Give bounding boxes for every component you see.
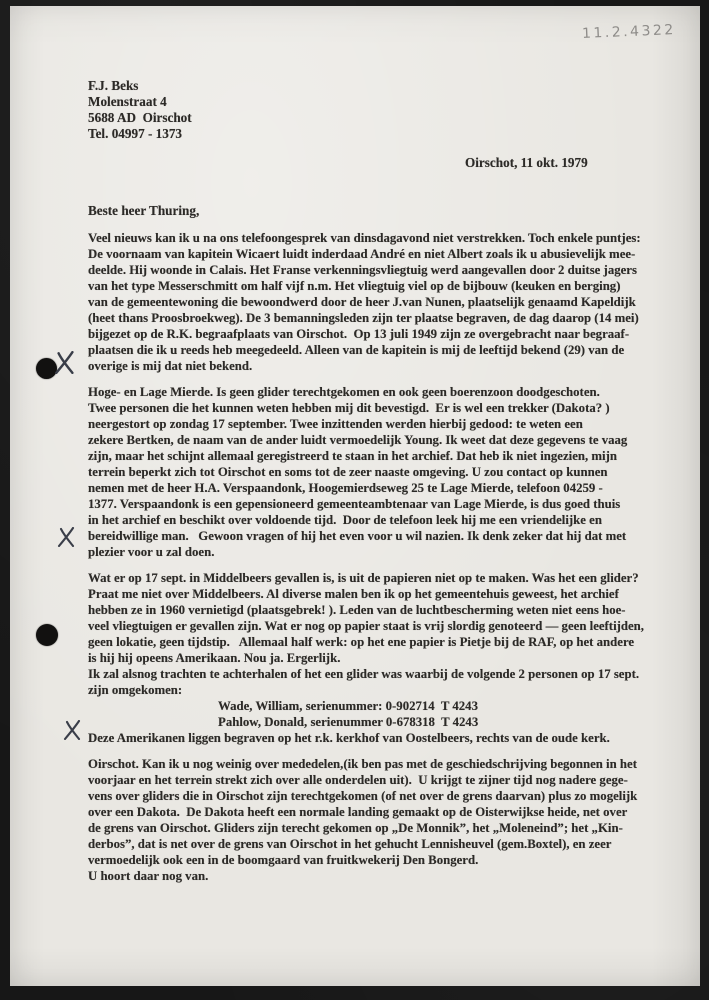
letter-line: nemen met de heer H.A. Verspaandonk, Hoogemierdseweg 25 te Lage Mierde, telefoon 04259 - [88, 481, 603, 495]
letter-body [88, 230, 654, 894]
sender-line: F.J. Beks [88, 78, 139, 93]
letter-line: veel vliegtuigen er gevallen zijn. Wat er nog op papier staat is vrij slordig genoteerd — geen leeftijden, [88, 619, 645, 633]
sender-line: 5688 AD Oirschot [88, 110, 192, 125]
letter-line: neergestort op zondag 17 september. Twee inzittenden werden hierbij gedood: te weten een [88, 417, 583, 431]
sender-line: Tel. 04997 - 1373 [88, 126, 183, 141]
letter-line: is hij hij opeens Amerikaan. Nou ja. Ergerlijk. [88, 651, 341, 665]
x-mark-icon [57, 527, 77, 547]
letter-line: Ik zal alsnog trachten te achterhalen of het een glider was waarbij de volgende 2 personen op 17 sept. [88, 667, 640, 681]
paragraph [88, 570, 654, 746]
letter-line: zijn, maar het schijnt allemaal geregistreerd te staan in het archief. Dat heb ik niet ingezien, mijn [88, 449, 617, 463]
x-mark-icon [54, 351, 77, 374]
x-mark-icon [63, 720, 83, 740]
letter-line: geen lokatie, geen tijdstip. Allemaal half werk: op het ene papier is Pietje bij de RAF, op het andere [88, 635, 635, 649]
paragraph [88, 756, 654, 884]
letter-line: over een Dakota. De Dakota heeft een normale landing gemaakt op de Oisterwijkse heide, net over [88, 805, 628, 819]
letter-line: Pahlow, Donald, serienummer 0-678318 T 4243 [218, 715, 479, 729]
letter-line: de grens van Oirschot. Gliders zijn terecht gekomen op „De Monnik”, het „Moleneind”; het „Kin- [88, 821, 623, 835]
letter-line: deelde. Hij woonde in Calais. Het Franse verkenningsvliegtuig werd aangevallen door 2 duitse jagers [88, 263, 637, 277]
punch-hole [36, 624, 58, 646]
letter-line: Hoge- en Lage Mierde. Is geen glider terechtgekomen en ook geen boerenzoon doodgeschoten. [88, 385, 600, 399]
letter-line: vens over gliders die in Oirschot zijn terechtgekomen (of net over de grens daarvan) plus zo mogelijk [88, 789, 638, 803]
letter-line: bijgezet op de R.K. begraafplaats van Oirschot. Op 13 juli 1949 zijn ze overgebracht naar begraaf- [88, 327, 630, 341]
salutation: Beste heer Thuring, [88, 203, 200, 218]
letter-line: terrein beperkt zich tot Oirschot en soms tot de zeer naaste omgeving. U zou contact op kunnen [88, 465, 608, 479]
letter-line: plezier voor u zal doen. [88, 545, 215, 559]
paragraph [88, 230, 654, 374]
letter-line: Twee personen die het kunnen weten hebben mij dit bevestigd. Er is wel een trekker (Dakota? ) [88, 401, 610, 415]
letter-line: Deze Amerikanen liggen begraven op het r.k. kerkhof van Oostelbeers, rechts van de oude kerk. [88, 731, 610, 745]
letter-page [10, 6, 700, 986]
letter-line: vermoedelijk ook een in de boomgaard van fruitkwekerij Den Bongerd. [88, 853, 479, 867]
dateline: Oirschot, 11 okt. 1979 [465, 155, 588, 170]
sender-address-block [88, 78, 192, 142]
letter-line: Wade, William, serienummer: 0-902714 T 4243 [218, 699, 478, 713]
letter-line: 1377. Verspaandonk is een gepensioneerd gemeenteambtenaar van Lage Mierde, is dus goed thuis [88, 497, 621, 511]
letter-line: zekere Bertken, de naam van de ander luidt vermoedelijk Young. Ik weet dat deze gegevens te vaag [88, 433, 628, 447]
paragraph [88, 384, 654, 560]
letter-line: in het archief en beschikt over voldoende tijd. Door de telefoon leek hij me een vriendelijke en [88, 513, 602, 527]
sender-line: Molenstraat 4 [88, 94, 167, 109]
letter-line: bereidwillige man. Gewoon vragen of hij het even voor u wil nazien. Ik denk zeker dat hij dat met [88, 529, 627, 543]
letter-line: voorjaar en het terrein strekt zich over alle onderdelen uit). U krijgt te zijner tijd nog nadere gege- [88, 773, 628, 787]
letter-line: Praat me niet over Middelbeers. Al diverse malen ben ik op het gemeentehuis geweest, het archief [88, 587, 619, 601]
letter-line: overige is mij dat niet bekend. [88, 359, 253, 373]
letter-line: De voornaam van kapitein Wicaert luidt inderdaad André en niet Albert zoals ik u abusievelijk mee- [88, 247, 636, 261]
letter-line: plaatsen die ik u reeds heb meegedeeld. Alleen van de kapitein is mij de leeftijd bekend (29) van de [88, 343, 625, 357]
letter-line: van het type Messerschmitt om half vijf n.m. Het vliegtuig viel op de bijbouw (keuken en berging) [88, 279, 621, 293]
letter-line: Wat er op 17 sept. in Middelbeers gevallen is, is uit de papieren niet op te maken. Was het een glider? [88, 571, 639, 585]
letter-line: zijn omgekomen: [88, 683, 183, 697]
letter-line: Veel nieuws kan ik u na ons telefoongesprek van dinsdagavond niet verstrekken. Toch enkele puntjes: [88, 231, 641, 245]
letter-line: derbos”, dat is net over de grens van Oirschot in het gehucht Lennisheuvel (gem.Boxtel), en zeer [88, 837, 612, 851]
letter-line: van de gemeentewoning die bewoondwerd door de heer J.van Nunen, plaatselijk genaamd Kapeldijk [88, 295, 636, 309]
letter-line: Oirschot. Kan ik u nog weinig over mededelen,(ik ben pas met de geschiedschrijving begonnen in het [88, 757, 637, 771]
letter-line: (heet thans Proosbroekweg). De 3 bemanningsleden zijn ter plaatse begraven, de dag daarop (14 mei) [88, 311, 639, 325]
letter-line: U hoort daar nog van. [88, 869, 209, 883]
letter-line: hebben ze in 1960 vernietigd (plaatsgebrek! ). Leden van de luchtbescherming weten niet eens hoe- [88, 603, 626, 617]
handwritten-archive-code: 11.2.4322 [581, 21, 677, 43]
